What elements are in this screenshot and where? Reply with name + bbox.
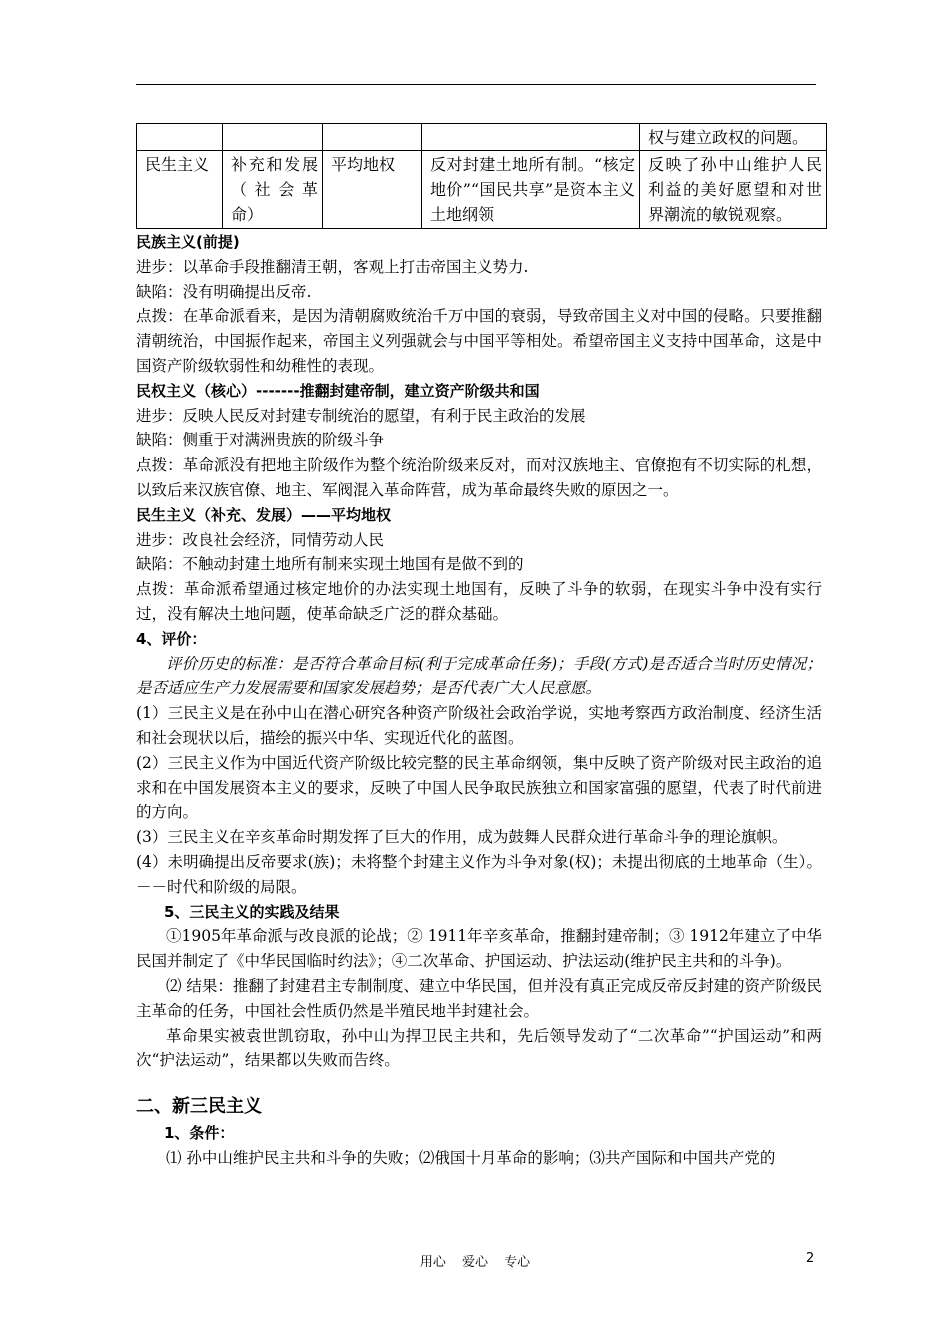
conditions-text: ⑴ 孙中山维护民主共和斗争的失败；⑵俄国十月革命的影响；⑶共产国际和中国共产党的 — [166, 1148, 776, 1167]
minzu-note: 点拨：在革命派看来，是因为清朝腐败统治千万中国的衰弱，导致帝国主义对中国的侵略。只要推翻清朝统治，中国振作起来，帝国主义列强就会与中国平等相处。希望帝国主义支持中国革命，这是中国资产阶级软弱性和幼稚性的表现。 — [136, 307, 822, 375]
minquan-heading: 民权主义（核心）-------推翻封建帝制，建立资产阶级共和国 — [136, 381, 540, 400]
table-cell — [137, 124, 223, 151]
minquan-note: 点拨：革命派没有把地主阶级作为整个统治阶级来反对，而对汉族地主、官僚抱有不切实际的札想，以致后来汉族官僚、地主、军阀混入革命阵营，成为革命最终失败的原因之一。 — [136, 456, 822, 499]
table-cell — [223, 124, 323, 151]
table-cell-content: 反对封建土地所有制。“核定地价”“国民共享”是资本主义土地纲领 — [422, 151, 640, 229]
table-cell-significance: 反映了孙中山维护人民利益的美好愿望和对世界潮流的敏锐观察。 — [640, 151, 827, 229]
evaluation-point-3: (3）三民主义在辛亥革命时期发挥了巨大的作用，成为鼓舞人民群众进行革命斗争的理论旗帜。 — [136, 828, 788, 847]
table-row — [137, 124, 827, 151]
footer-motto: 用心 爱心 专心 — [419, 1255, 531, 1270]
evaluation-point-2: (2）三民主义作为中国近代资产阶级比较完整的民主革命纲领，集中反映了资产阶级对民主政治的追求和在中国发展资本主义的要求，反映了中国人民争取民族独立和国家富强的愿望，代表了时代前进的方向。 — [136, 753, 822, 822]
table-cell-principle: 民生主义 — [137, 151, 223, 229]
evaluation-standard: 评价历史的标准：是否符合革命目标(利于完成革命任务)；手段(方式)是否适合当时历史情况；是否适应生产力发展需要和国家发展趋势；是否代表广大人民意愿。 — [136, 654, 822, 698]
minsheng-defect: 缺陷：不触动封建土地所有制来实现土地国有是做不到的 — [136, 555, 524, 574]
minzu-progress: 进步：以革命手段推翻清王朝，客观上打击帝国主义势力. — [136, 257, 529, 276]
page-number: 2 — [806, 1251, 815, 1266]
table-cell — [323, 124, 422, 151]
table-cell-status: 补充和发展（社会革命） — [223, 151, 323, 229]
practice-heading: 5、三民主义的实践及结果 — [164, 902, 340, 921]
table-cell-program: 平均地权 — [323, 151, 422, 229]
minzu-heading: 民族主义(前提) — [136, 233, 240, 251]
evaluation-heading: 4、评价： — [136, 629, 207, 648]
sanmin-table — [136, 123, 827, 229]
practice-aftermath: 革命果实被袁世凯窃取，孙中山为捍卫民主共和，先后领导发动了“二次革命”“护国运动”和两次“护法运动”，结果都以失败而告终。 — [136, 1026, 822, 1070]
minquan-progress: 进步：反映人民反对封建专制统治的愿望，有利于民主政治的发展 — [136, 406, 586, 425]
section-heading: 二、新三民主义 — [136, 1096, 262, 1118]
minsheng-progress: 进步：改良社会经济，同情劳动人民 — [136, 530, 385, 549]
header-rule — [136, 84, 816, 85]
table-row — [137, 151, 827, 229]
practice-events: ①1905年革命派与改良派的论战；② 1911年辛亥革命，推翻封建帝制；③ 1912年建立了中华民国并制定了《中华民国临时约法》；④二次革命、护国运动、护法运动(维护民主共和的斗争)。 — [136, 927, 822, 971]
minsheng-heading: 民生主义（补充、发展）——平均地权 — [136, 505, 392, 524]
table-cell: 权与建立政权的问题。 — [640, 124, 827, 151]
minsheng-note: 点拨：革命派希望通过核定地价的办法实现土地国有，反映了斗争的软弱，在现实斗争中没有实行过，没有解决土地问题，使革命缺乏广泛的群众基础。 — [136, 580, 822, 623]
table-cell — [422, 124, 640, 151]
conditions-heading: 1、条件： — [164, 1124, 235, 1143]
practice-result: ⑵ 结果：推翻了封建君主专制制度、建立中华民国，但并没有真正完成反帝反封建的资产阶级民主革命的任务，中国社会性质仍然是半殖民地半封建社会。 — [136, 976, 822, 1020]
minzu-defect: 缺陷：没有明确提出反帝. — [136, 282, 312, 301]
document-body — [136, 230, 822, 1171]
evaluation-point-1: (1）三民主义是在孙中山在潜心研究各种资产阶级社会政治学说，实地考察西方政治制度、经济生活和社会现状以后，描绘的振兴中华、实现近代化的蓝图。 — [136, 704, 822, 747]
minquan-defect: 缺陷：侧重于对满洲贵族的阶级斗争 — [136, 431, 385, 450]
evaluation-point-4: (4）未明确提出反帝要求(族)；未将整个封建主义作为斗争对象(权)；未提出彻底的土地革命（生）。－－时代和阶级的局限。 — [136, 852, 822, 896]
